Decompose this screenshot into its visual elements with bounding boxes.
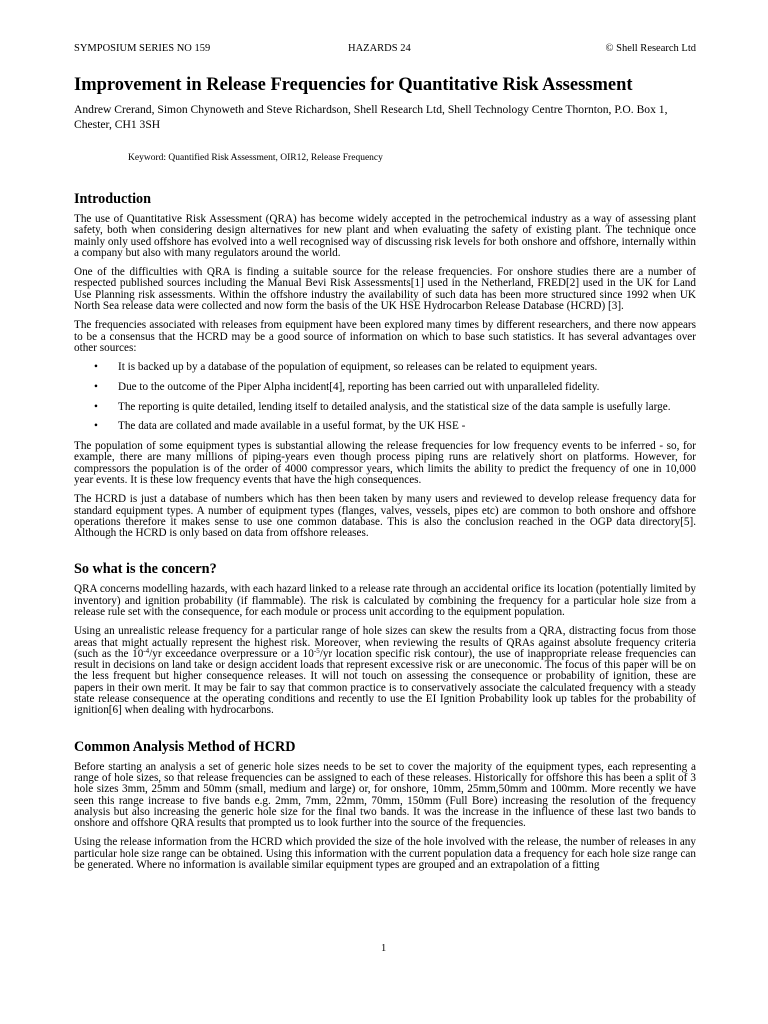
exponent-2: -5 xyxy=(313,646,320,655)
section-heading-method: Common Analysis Method of HCRD xyxy=(74,738,296,755)
section-heading-concern: So what is the concern? xyxy=(74,561,217,578)
list-item-text: The data are collated and made available in a useful format, by the UK HSE - xyxy=(118,420,466,433)
conference-label: HAZARDS 24 xyxy=(348,43,411,54)
section-spacer xyxy=(74,725,696,738)
concern-text-part-3: /yr location specific risk contour), the use of inappropriate release frequencies can result in decisions on land take or design accident loads that represent excessive risk or are uneconomic. The focus of this paper will be on the less frequent but higher consequence releases. It will not touch on assessing the consequence or probability of ignition, these are papers in their own merit. It may be fair to say that common practice is to conservatively associate the calculated frequency with a steady state release consequence at the operating conditions and recently to use the EI Ignition Probability look up tables for the probability of ignition[6] when dealing with hydrocarbons. xyxy=(74,647,696,717)
intro-paragraph-5: The HCRD is just a database of numbers which has then been taken by many users and reviewed to develop release frequency data for standard equipment types. A number of equipment types (flanges, valves, vessels, pipes etc) are common to both onshore and offshore operations therefore it makes sense to use one common database. This is also the conclusion reached in the OGP data directory[5]. Although the HCRD is only based on data from offshore releases. xyxy=(74,493,696,540)
list-item-text: Due to the outcome of the Piper Alpha incident[4], reporting has been carried out with unparalleled fidelity. xyxy=(118,380,600,393)
intro-paragraph-2: One of the difficulties with QRA is finding a suitable source for the release frequencies. For onshore studies there are a number of respected published sources including the Manual Bevi Risk Assessments[1] used in the Netherland, FRED[2] used in the UK for Land Use Planning risk assessments. Within the offshore industry the availability of such data has been more structured since 1992 when UK North Sea release data were collected and now form the basis of the UK HSE Hydrocarbon Release Database (HCRD) [3]. xyxy=(74,266,696,313)
exponent-1: -4 xyxy=(143,646,150,655)
paper-body xyxy=(74,190,696,879)
bullet-icon: • xyxy=(94,400,98,413)
paper-authors: Andrew Crerand, Simon Chynoweth and Steve Richardson, Shell Research Ltd, Shell Technology Centre Thornton, P.O. Box 1, Chester, CH1 3SH xyxy=(74,103,668,131)
paper-title: Improvement in Release Frequencies for Quantitative Risk Assessment xyxy=(74,75,633,95)
running-header xyxy=(74,43,696,57)
list-item xyxy=(74,362,696,373)
advantages-list xyxy=(74,362,696,432)
concern-text-part-2: /yr exceedance overpressure or a 10 xyxy=(149,647,314,660)
bullet-icon: • xyxy=(94,380,98,393)
section-heading-introduction: Introduction xyxy=(74,191,151,207)
bullet-icon: • xyxy=(94,361,98,374)
paper-keywords: Keyword: Quantified Risk Assessment, OIR12, Release Frequency xyxy=(128,153,383,163)
bullet-icon: • xyxy=(94,420,98,433)
intro-paragraph-4: The population of some equipment types is substantial allowing the release frequencies for low frequency events to be inferred - so, for example, there are many millions of piping-years even though process piping runs are relatively short on platforms. However, for compressors the population is of the order of 4000 compressor years, which limits the ability to predict the frequency of one in 10,000 year events. It is these low frequency events that have the high consequences. xyxy=(74,440,696,486)
series-label: SYMPOSIUM SERIES NO 159 xyxy=(74,43,211,54)
list-item xyxy=(74,382,696,393)
section-spacer xyxy=(74,547,696,560)
page-number: 1 xyxy=(381,943,387,954)
intro-paragraph-3: The frequencies associated with releases from equipment have been explored many times by different researchers, and there now appears to be a consensus that the HCRD may be a good source of information on which to base such statistics. It has several advantages over other sources: xyxy=(74,319,696,354)
list-item xyxy=(74,402,696,413)
intro-paragraph-1: The use of Quantitative Risk Assessment (QRA) has become widely accepted in the petrochemical industry as a way of assessing plant safety, both when considering design alternatives for new plant and when evaluating the safety of existing plant. The technique once mainly only used offshore has evolved into a well recognised way of discussing risk levels for both onshore and offshore, internally within a company but also with many regulators around the world. xyxy=(74,213,696,259)
list-item-text: It is backed up by a database of the population of equipment, so releases can be related to equipment years. xyxy=(118,361,598,374)
concern-paragraph-1: QRA concerns modelling hazards, with each hazard linked to a release rate through an accidental orifice its location (potentially limited by inventory) and ignition probability (if flammable). The risk is calculated by combining the frequency for a particular hole size from a release rule set with the consequence, for each module or process unit according to the equipment population. xyxy=(74,583,696,618)
concern-paragraph-2 xyxy=(74,626,696,716)
concern-text-part-1: Using an unrealistic release frequency for a particular range of hole sizes can skew the results from a QRA, distracting focus from those areas that might actually represent the highest risk. Moreover, when reviewing the results of QRAs against absolute frequency criteria (such as the 10 xyxy=(74,625,696,660)
copyright-label: © Shell Research Ltd xyxy=(605,43,696,54)
list-item xyxy=(74,421,696,432)
method-paragraph-1: Before starting an analysis a set of generic hole sizes needs to be set to cover the majority of the equipment types, each representing a range of hole sizes, so that release frequencies can be assigned to each of these releases. Historically for offshore this has been a split of 3 hole sizes 3mm, 25mm and 50mm (small, medium and large) or, for onshore, 10mm, 25mm,50mm and 100mm. More recently we have seen this range increase to five bands e.g. 2mm, 7mm, 22mm, 70mm, 150mm (Full Bore) increasing the resolution of the frequency analysis but also increasing the generic hole size for the final two bands. It was the increase in the influence of these last two bands to onshore and offshore QRA results that prompted us to look further into the source of the frequencies. xyxy=(74,760,696,830)
list-item-text: The reporting is quite detailed, lending itself to detailed analysis, and the statistical size of the data sample is usefully large. xyxy=(118,400,671,413)
method-paragraph-2: Using the release information from the HCRD which provided the size of the hole involved with the release, the number of releases in any particular hole size range can be obtained. Using this information with the current population data a frequency for each hole size range can be generated. Where no information is available similar equipment types are grouped and an extrapolation of a fitting xyxy=(74,836,696,872)
